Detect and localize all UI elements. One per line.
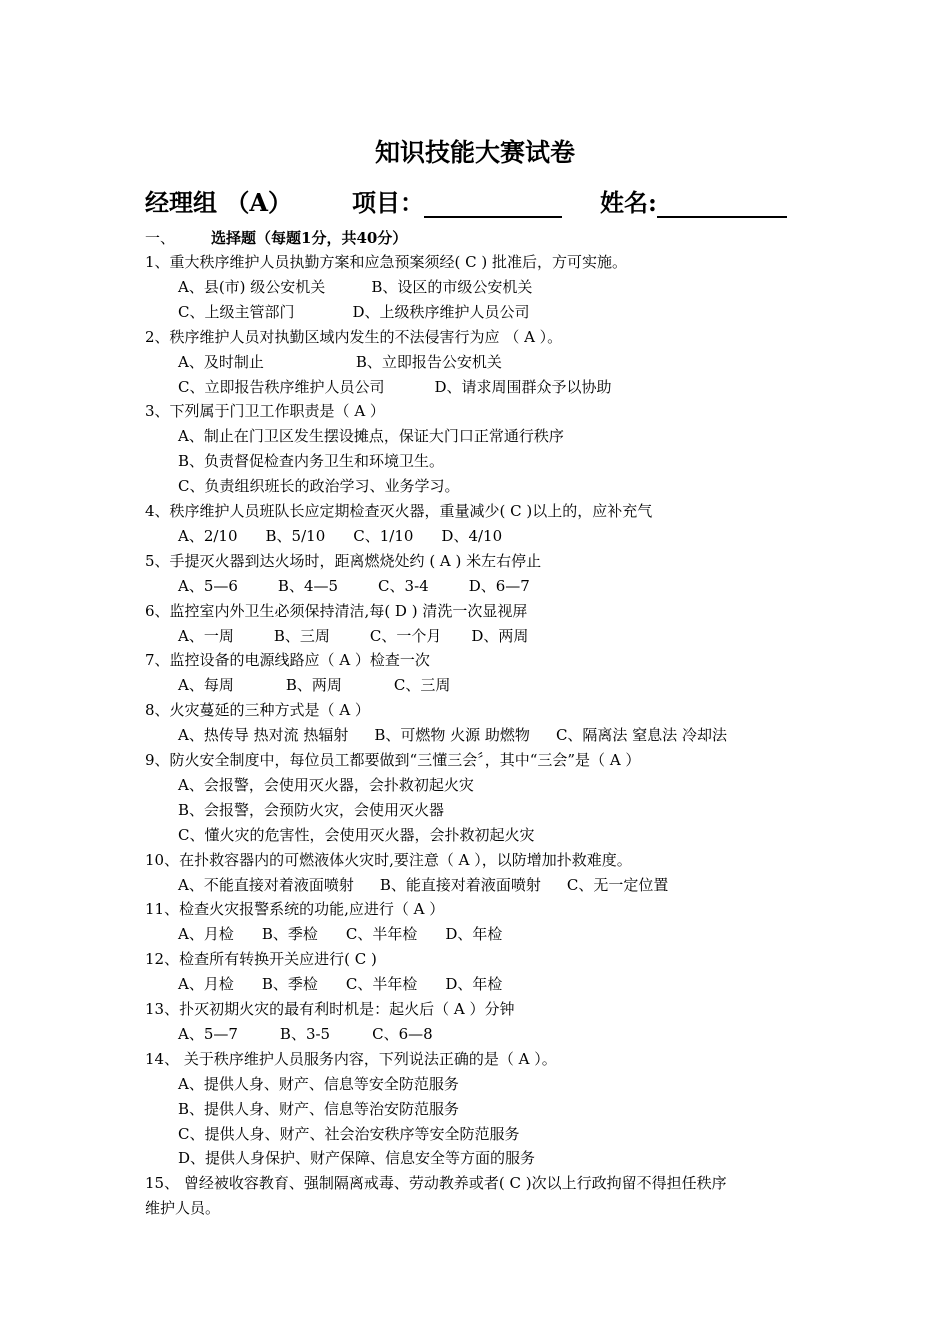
option-a[interactable]: A、县(市) 级公安机关 bbox=[178, 277, 326, 296]
option-c[interactable]: C、一个月 bbox=[369, 626, 442, 645]
option-d[interactable]: D、提供人身保护、财产保障、信息安全等方面的服务 bbox=[178, 1149, 536, 1168]
name-label: 姓名: bbox=[599, 188, 657, 217]
option-a[interactable]: A、制止在门卫区发生摆设摊点，保证大门口正常通行秩序 bbox=[178, 427, 564, 446]
question-9: 9、防火安全制度中，每位员工都要做到“三懂三会〞，其中“三会”是（ A ） bbox=[145, 751, 641, 769]
question-8-options-row bbox=[178, 724, 727, 745]
project-label: 项目： bbox=[351, 188, 424, 217]
page-title: 知识技能大赛试卷 bbox=[374, 138, 575, 167]
question-4: 4、秩序维护人员班队长应定期检查灭火器，重量减少( C )以上的，应补充气 bbox=[145, 502, 653, 520]
question-3: 3、下列属于门卫工作职责是（ A ） bbox=[145, 402, 385, 421]
option-a[interactable]: A、5—7 bbox=[178, 1024, 238, 1043]
option-c[interactable]: C、半年检 bbox=[345, 975, 418, 994]
option-a[interactable]: A、热传导 热对流 热辐射 bbox=[178, 726, 349, 745]
question-15: 15、 曾经被收容教育、强制隔离戒毒、劳动教养或者( C )次以上行政拘留不得担任秩序 bbox=[145, 1174, 727, 1193]
option-b[interactable]: B、5/10 bbox=[265, 526, 326, 545]
option-c[interactable]: C、上级主管部门 bbox=[178, 302, 295, 321]
question-1: 1、重大秩序维护人员执勤方案和应急预案须经( C ) 批准后，方可实施。 bbox=[145, 253, 628, 271]
option-b[interactable]: B、可燃物 火源 助燃物 bbox=[374, 726, 530, 745]
option-d[interactable]: D、4/10 bbox=[441, 526, 503, 545]
option-c[interactable]: C、1/10 bbox=[353, 526, 414, 545]
option-b[interactable]: B、季检 bbox=[261, 925, 318, 944]
name-blank[interactable] bbox=[657, 190, 787, 218]
option-c[interactable]: C、立即报告秩序维护人员公司 bbox=[178, 377, 385, 396]
question-1-options-row bbox=[178, 301, 530, 322]
option-c[interactable]: C、6—8 bbox=[372, 1024, 433, 1043]
question-14-options-row bbox=[178, 1073, 459, 1094]
exam-header bbox=[145, 183, 787, 218]
option-a[interactable]: A、不能直接对着液面喷射 bbox=[178, 875, 354, 894]
option-b[interactable]: B、4—5 bbox=[277, 576, 339, 595]
option-a[interactable]: A、一周 bbox=[178, 626, 234, 645]
section-heading bbox=[145, 227, 407, 248]
question-10: 10、在扑救容器内的可燃液体火灾时,要注意（ A ），以防增加扑救难度。 bbox=[145, 850, 632, 869]
option-b[interactable]: B、能直接对着液面喷射 bbox=[379, 875, 541, 894]
question-5-options-row bbox=[178, 575, 530, 596]
question-7: 7、监控设备的电源线路应（ A ）检查一次 bbox=[145, 651, 430, 670]
option-b[interactable]: B、设区的市级公安机关 bbox=[371, 277, 533, 296]
question-15-continuation: 维护人员。 bbox=[145, 1199, 221, 1218]
question-2-options-row bbox=[178, 351, 502, 372]
question-7-options-row bbox=[178, 674, 450, 695]
question-11: 11、检查火灾报警系统的功能,应进行（ A ） bbox=[145, 900, 445, 919]
option-d[interactable]: D、请求周围群众予以协助 bbox=[434, 377, 612, 396]
option-b[interactable]: B、会报警，会预防火灾，会使用灭火器 bbox=[178, 800, 445, 819]
question-3-options-row bbox=[178, 450, 444, 471]
option-b[interactable]: B、季检 bbox=[261, 975, 318, 994]
option-b[interactable]: B、三周 bbox=[273, 626, 330, 645]
section-text: 选择题（每题1分，共40分） bbox=[211, 229, 408, 247]
question-3-options-row bbox=[178, 425, 564, 446]
question-6-options-row bbox=[178, 625, 528, 646]
group-label: 经理组 （A） bbox=[145, 188, 292, 217]
question-9-options-row bbox=[178, 774, 474, 795]
option-a[interactable]: A、月检 bbox=[178, 925, 234, 944]
option-c[interactable]: C、提供人身、财产、社会治安秩序等安全防范服务 bbox=[178, 1124, 520, 1143]
option-c[interactable]: C、负责组织班长的政治学习、业务学习。 bbox=[178, 477, 460, 496]
question-3-options-row bbox=[178, 475, 459, 496]
question-10-options-row bbox=[178, 874, 668, 895]
question-12-options-row bbox=[178, 973, 502, 994]
question-14: 14、 关于秩序维护人员服务内容，下列说法正确的是（ A ）。 bbox=[145, 1049, 557, 1068]
option-a[interactable]: A、每周 bbox=[178, 676, 234, 695]
option-d[interactable]: D、两周 bbox=[471, 626, 529, 645]
option-b[interactable]: B、立即报告公安机关 bbox=[355, 352, 502, 371]
option-a[interactable]: A、提供人身、财产、信息等安全防范服务 bbox=[178, 1074, 459, 1093]
option-b[interactable]: B、提供人身、财产、信息等治安防范服务 bbox=[178, 1099, 460, 1118]
question-6: 6、监控室内外卫生必须保持清洁,每( D ) 清洗一次显视屏 bbox=[145, 601, 528, 620]
option-d[interactable]: D、年检 bbox=[445, 925, 503, 944]
option-a[interactable]: A、及时制止 bbox=[178, 352, 264, 371]
section-number: 一、 bbox=[145, 229, 176, 247]
option-d[interactable]: D、上级秩序维护人员公司 bbox=[352, 302, 530, 321]
question-9-options-row bbox=[178, 799, 444, 820]
question-13: 13、扑灭初期火灾的最有利时机是：起火后（ A ）分钟 bbox=[145, 1000, 515, 1018]
question-14-options-row bbox=[178, 1123, 519, 1144]
option-a[interactable]: A、月检 bbox=[178, 975, 234, 994]
option-b[interactable]: B、两周 bbox=[285, 676, 342, 695]
option-a[interactable]: A、会报警，会使用灭火器，会扑救初起火灾 bbox=[178, 775, 474, 794]
option-a[interactable]: A、5—6 bbox=[178, 576, 238, 595]
option-c[interactable]: C、三周 bbox=[393, 676, 451, 695]
option-b[interactable]: B、负责督促检查内务卫生和环境卫生。 bbox=[178, 452, 445, 471]
option-c[interactable]: C、3-4 bbox=[378, 576, 429, 595]
option-a[interactable]: A、2/10 bbox=[178, 526, 238, 545]
question-1-options-row bbox=[178, 276, 532, 297]
question-14-options-row bbox=[178, 1147, 535, 1168]
question-13-options-row bbox=[178, 1023, 433, 1044]
question-4-options-row bbox=[178, 525, 502, 546]
question-9-options-row bbox=[178, 824, 534, 845]
project-blank[interactable] bbox=[424, 190, 562, 218]
option-b[interactable]: B、3-5 bbox=[279, 1024, 331, 1043]
option-c[interactable]: C、无一定位置 bbox=[566, 875, 669, 894]
question-2: 2、秩序维护人员对执勤区域内发生的不法侵害行为应 （ A ）。 bbox=[145, 327, 563, 346]
question-5: 5、手提灭火器到达火场时，距离燃烧处约 ( A ) 米左右停止 bbox=[145, 551, 542, 570]
option-c[interactable]: C、半年检 bbox=[345, 925, 418, 944]
question-2-options-row bbox=[178, 376, 612, 397]
question-8: 8、火灾蔓延的三种方式是（ A ） bbox=[145, 701, 370, 720]
option-c[interactable]: C、懂火灾的危害性，会使用灭火器，会扑救初起火灾 bbox=[178, 825, 535, 844]
option-d[interactable]: D、年检 bbox=[445, 975, 503, 994]
question-14-options-row bbox=[178, 1098, 459, 1119]
option-c[interactable]: C、隔离法 窒息法 冷却法 bbox=[555, 726, 727, 745]
question-11-options-row bbox=[178, 923, 502, 944]
option-d[interactable]: D、6—7 bbox=[468, 576, 530, 595]
question-12: 12、检查所有转换开关应进行( C ) bbox=[145, 950, 377, 969]
